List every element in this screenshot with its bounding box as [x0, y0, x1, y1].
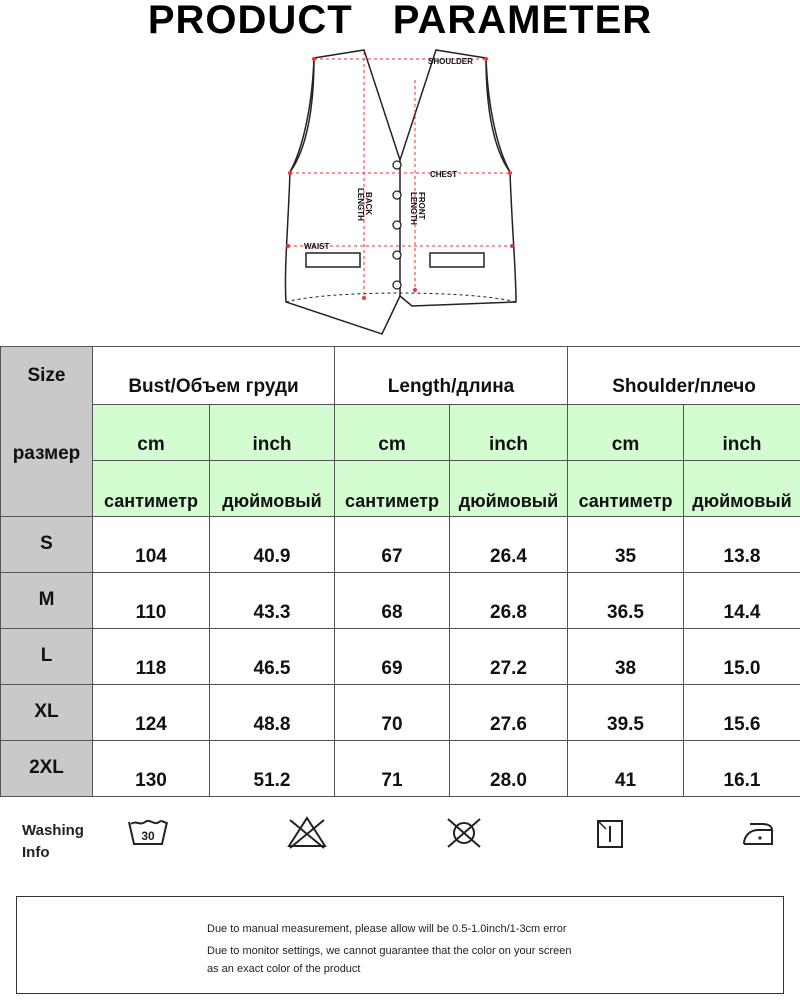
- value-cell: 110: [93, 573, 210, 629]
- length-inch-header-ru: дюймовый: [450, 461, 568, 517]
- value-cell: 14.4: [684, 573, 800, 629]
- value-cell: 13.8: [684, 517, 800, 573]
- front-length-label-1: FRONT: [417, 192, 426, 220]
- value-cell: 15.6: [684, 685, 800, 741]
- bust-header: Bust/Объем груди: [93, 347, 335, 405]
- value-cell: 43.3: [210, 573, 335, 629]
- vest-diagram: [270, 40, 530, 340]
- back-length-label-2: LENGTH: [356, 188, 365, 221]
- shoulder-label: SHOULDER: [428, 57, 473, 66]
- size-header: [1, 347, 93, 517]
- disclaimer-line-3: as an exact color of the product: [207, 963, 361, 975]
- value-cell: 16.1: [684, 741, 800, 797]
- value-cell: 118: [93, 629, 210, 685]
- value-cell: 48.8: [210, 685, 335, 741]
- value-cell: 51.2: [210, 741, 335, 797]
- wash-30-icon: [126, 812, 170, 852]
- value-cell: 15.0: [684, 629, 800, 685]
- bust-inch-header-ru: дюймовый: [210, 461, 335, 517]
- value-cell: 68: [335, 573, 450, 629]
- value-cell: 27.6: [450, 685, 568, 741]
- right-pocket: [430, 253, 484, 267]
- table-row: [1, 629, 800, 685]
- disclaimer-line-2: Due to monitor settings, we cannot guarantee that the color on your screen: [207, 945, 572, 957]
- washing-info-label: Washing Info: [22, 822, 84, 861]
- button-2: [393, 191, 401, 199]
- size-header-ru: размер: [12, 443, 81, 464]
- size-cell: S: [1, 517, 93, 573]
- value-cell: 70: [335, 685, 450, 741]
- table-row: [1, 741, 800, 797]
- value-cell: 46.5: [210, 629, 335, 685]
- left-pocket: [306, 253, 360, 267]
- no-bleach-icon: [284, 812, 330, 852]
- value-cell: 41: [568, 741, 684, 797]
- size-cell: M: [1, 573, 93, 629]
- length-cm-header-ru: сантиметр: [335, 461, 450, 517]
- size-cell: 2XL: [1, 741, 93, 797]
- button-3: [393, 221, 401, 229]
- value-cell: 27.2: [450, 629, 568, 685]
- size-header-en: Size: [27, 365, 66, 386]
- disclaimer-box: [16, 896, 784, 994]
- bust-inch-header: inch: [210, 405, 335, 461]
- page-title: [0, 0, 800, 40]
- value-cell: 26.4: [450, 517, 568, 573]
- value-cell: 71: [335, 741, 450, 797]
- bust-cm-header-ru: сантиметр: [93, 461, 210, 517]
- bust-cm-header: cm: [93, 405, 210, 461]
- back-length-label-1: BACK: [364, 192, 373, 216]
- shoulder-inch-header-ru: дюймовый: [684, 461, 800, 517]
- value-cell: 67: [335, 517, 450, 573]
- value-cell: 104: [93, 517, 210, 573]
- size-cell: L: [1, 629, 93, 685]
- button-1: [393, 161, 401, 169]
- size-table: [0, 346, 800, 797]
- value-cell: 35: [568, 517, 684, 573]
- shoulder-inch-header: inch: [684, 405, 800, 461]
- table-row: [1, 685, 800, 741]
- value-cell: 69: [335, 629, 450, 685]
- value-cell: 26.8: [450, 573, 568, 629]
- chest-label: CHEST: [430, 170, 458, 179]
- shoulder-cm-header: cm: [568, 405, 684, 461]
- value-cell: 38: [568, 629, 684, 685]
- length-inch-header: inch: [450, 405, 568, 461]
- table-row: [1, 517, 800, 573]
- value-cell: 36.5: [568, 573, 684, 629]
- table-row: [1, 573, 800, 629]
- value-cell: 40.9: [210, 517, 335, 573]
- front-length-label-2: LENGTH: [409, 192, 418, 225]
- disclaimer-line-1: Due to manual measurement, please allow will be 0.5-1.0inch/1-3cm error: [207, 923, 567, 935]
- button-5: [393, 281, 401, 289]
- value-cell: 28.0: [450, 741, 568, 797]
- title-word-product: PRODUCT: [147, 0, 353, 42]
- title-word-parameter: PARAMETER: [392, 0, 653, 42]
- shoulder-header: Shoulder/плечо: [568, 347, 800, 405]
- svg-text:30: 30: [141, 829, 155, 843]
- value-cell: 39.5: [568, 685, 684, 741]
- waist-label: WAIST: [304, 242, 330, 251]
- no-dry-clean-icon: [442, 812, 486, 852]
- left-armhole: [290, 58, 314, 172]
- iron-low-icon: [738, 812, 778, 852]
- line-dry-icon: [594, 812, 628, 852]
- right-armhole: [486, 58, 510, 172]
- size-cell: XL: [1, 685, 93, 741]
- length-cm-header: cm: [335, 405, 450, 461]
- value-cell: 130: [93, 741, 210, 797]
- length-header: Length/длина: [335, 347, 568, 405]
- button-4: [393, 251, 401, 259]
- shoulder-cm-header-ru: сантиметр: [568, 461, 684, 517]
- value-cell: 124: [93, 685, 210, 741]
